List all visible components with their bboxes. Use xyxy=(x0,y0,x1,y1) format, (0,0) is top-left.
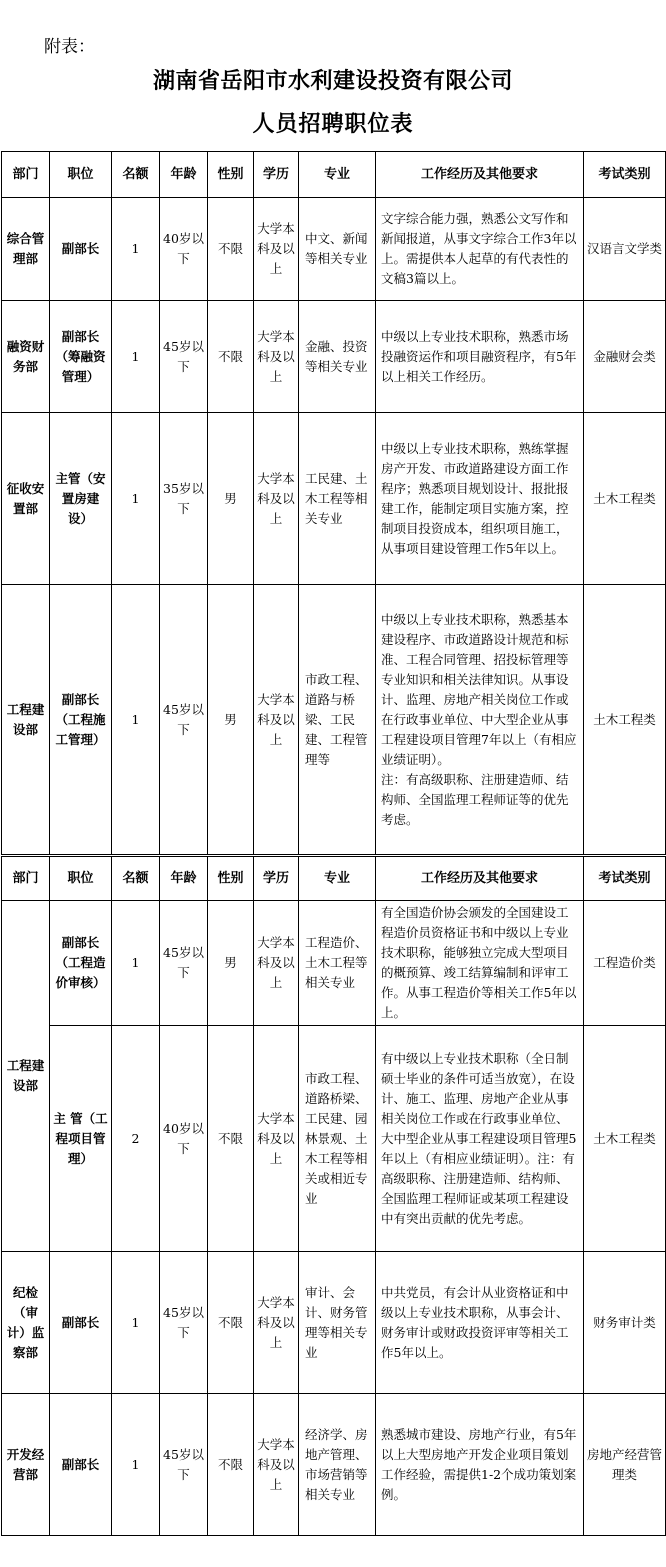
quota-cell: 2 xyxy=(112,1026,160,1252)
position-cell: 副部长（筹融资管理） xyxy=(50,301,112,413)
dept-cell: 工程建设部 xyxy=(2,585,50,855)
exam-cell: 土木工程类 xyxy=(584,1026,666,1252)
col-header-position: 职位 xyxy=(50,857,112,901)
gender-cell: 男 xyxy=(208,413,254,585)
quota-cell: 1 xyxy=(112,301,160,413)
requirements-cell: 有中级以上专业技术职称（全日制硕士毕业的条件可适当放宽），在设计、施工、监理、房地产企业从事相关岗位工作或在行政事业单位、大中型企业从事工程建设项目管理5年以上（有相应业绩证明）。注：有高级职称、注册建造师、结构师、全国监理工程师证或某项工程建设中有突出贡献的优先考虑。 xyxy=(376,1026,584,1252)
requirements-cell: 熟悉城市建设、房地产行业，有5年以上大型房地产开发企业项目策划工作经验，需提供1-2个成功策划案例。 xyxy=(376,1394,584,1536)
age-cell: 45岁以下 xyxy=(160,585,208,855)
education-cell: 大学本科及以上 xyxy=(254,1252,299,1394)
education-cell: 大学本科及以上 xyxy=(254,301,299,413)
age-cell: 35岁以下 xyxy=(160,413,208,585)
position-cell: 副部长（工程施工管理） xyxy=(50,585,112,855)
table-row xyxy=(2,413,666,585)
exam-cell: 金融财会类 xyxy=(584,301,666,413)
dept-cell: 开发经营部 xyxy=(2,1394,50,1536)
dept-cell: 征收安置部 xyxy=(2,413,50,585)
gender-cell: 不限 xyxy=(208,1252,254,1394)
exam-cell: 汉语言文学类 xyxy=(584,198,666,301)
age-cell: 40岁以下 xyxy=(160,1026,208,1252)
quota-cell: 1 xyxy=(112,901,160,1026)
exam-cell: 房地产经营管理类 xyxy=(584,1394,666,1536)
major-cell: 市政工程、道路桥梁、工民建、园林景观、土木工程等相关或相近专业 xyxy=(299,1026,376,1252)
position-cell: 副部长 xyxy=(50,1252,112,1394)
gender-cell: 不限 xyxy=(208,198,254,301)
exam-cell: 财务审计类 xyxy=(584,1252,666,1394)
table-row xyxy=(2,1026,666,1252)
exam-cell: 土木工程类 xyxy=(584,413,666,585)
education-cell: 大学本科及以上 xyxy=(254,585,299,855)
education-cell: 大学本科及以上 xyxy=(254,901,299,1026)
requirements-cell: 有全国造价协会颁发的全国建设工程造价员资格证书和中级以上专业技术职称，能够独立完成大型项目的概预算、竣工结算编制和评审工作。从事工程造价等相关工作5年以上。 xyxy=(376,901,584,1026)
col-header-position: 职位 xyxy=(50,152,112,198)
col-header-dept: 部门 xyxy=(2,152,50,198)
table-row xyxy=(2,901,666,1026)
gender-cell: 不限 xyxy=(208,301,254,413)
education-cell: 大学本科及以上 xyxy=(254,1026,299,1252)
col-header-gender: 性别 xyxy=(208,857,254,901)
quota-cell: 1 xyxy=(112,585,160,855)
table-header-row xyxy=(2,152,666,198)
age-cell: 45岁以下 xyxy=(160,1252,208,1394)
position-cell: 主 管（工程项目管理） xyxy=(50,1026,112,1252)
requirements-cell: 中级以上专业技术职称，熟悉市场投融资运作和项目融资程序，有5年以上相关工作经历。 xyxy=(376,301,584,413)
recruitment-table-part1 xyxy=(1,151,666,855)
position-cell: 副部长 xyxy=(50,1394,112,1536)
col-header-dept: 部门 xyxy=(2,857,50,901)
major-cell: 经济学、房地产管理、市场营销等相关专业 xyxy=(299,1394,376,1536)
gender-cell: 男 xyxy=(208,901,254,1026)
col-header-age: 年龄 xyxy=(160,152,208,198)
position-cell: 副部长 xyxy=(50,198,112,301)
table-header-row xyxy=(2,857,666,901)
dept-cell: 纪检（审计）监察部 xyxy=(2,1252,50,1394)
major-cell: 工程造价、土木工程等相关专业 xyxy=(299,901,376,1026)
requirements-cell: 中级以上专业技术职称，熟练掌握房产开发、市政道路建设方面工作程序；熟悉项目规划设计、报批报建工作，能制定项目实施方案，控制项目投资成本，组织项目施工，从事项目建设管理工作5年以上。 xyxy=(376,413,584,585)
col-header-education: 学历 xyxy=(254,152,299,198)
requirements-note: 注：有高级职称、注册建造师、结构师、全国监理工程师证等的优先考虑。 xyxy=(381,771,569,827)
table-row xyxy=(2,1252,666,1394)
gender-cell: 不限 xyxy=(208,1026,254,1252)
age-cell: 40岁以下 xyxy=(160,198,208,301)
col-header-exam: 考试类别 xyxy=(584,152,666,198)
dept-cell: 融资财务部 xyxy=(2,301,50,413)
education-cell: 大学本科及以上 xyxy=(254,198,299,301)
recruitment-table-part2 xyxy=(1,856,666,1536)
quota-cell: 1 xyxy=(112,1252,160,1394)
col-header-gender: 性别 xyxy=(208,152,254,198)
education-cell: 大学本科及以上 xyxy=(254,1394,299,1536)
position-cell: 副部长（工程造价审核） xyxy=(50,901,112,1026)
col-header-major: 专业 xyxy=(299,857,376,901)
col-header-age: 年龄 xyxy=(160,857,208,901)
page-subtitle: 人员招聘职位表 xyxy=(252,111,414,137)
col-header-requirements: 工作经历及其他要求 xyxy=(376,857,584,901)
col-header-education: 学历 xyxy=(254,857,299,901)
major-cell: 市政工程、道路与桥梁、工民建、工程管理等 xyxy=(299,585,376,855)
age-cell: 45岁以下 xyxy=(160,1394,208,1536)
table-row xyxy=(2,585,666,855)
exam-cell: 土木工程类 xyxy=(584,585,666,855)
page-title: 湖南省岳阳市水利建设投资有限公司 xyxy=(152,68,513,94)
major-cell: 工民建、土木工程等相关专业 xyxy=(299,413,376,585)
requirements-text: 中级以上专业技术职称，熟悉基本建设程序、市政道路设计规范和标准、工程合同管理、招投标管理等专业知识和相关法律知识。从事设计、监理、房地产相关岗位工作或在行政事业单位、中大型企业从事工程建设项目管理7年以上（有相应业绩证明）。 xyxy=(381,611,577,767)
age-cell: 45岁以下 xyxy=(160,901,208,1026)
exam-cell: 工程造价类 xyxy=(584,901,666,1026)
quota-cell: 1 xyxy=(112,1394,160,1536)
col-header-quota: 名额 xyxy=(112,152,160,198)
dept-cell: 综合管理部 xyxy=(2,198,50,301)
col-header-exam: 考试类别 xyxy=(584,857,666,901)
major-cell: 中文、新闻等相关专业 xyxy=(299,198,376,301)
gender-cell: 男 xyxy=(208,585,254,855)
education-cell: 大学本科及以上 xyxy=(254,413,299,585)
col-header-quota: 名额 xyxy=(112,857,160,901)
position-cell: 主管（安置房建设） xyxy=(50,413,112,585)
major-cell: 审计、会计、财务管理等相关专业 xyxy=(299,1252,376,1394)
dept-cell: 工程建设部 xyxy=(2,901,50,1252)
requirements-cell xyxy=(376,585,584,855)
gender-cell: 不限 xyxy=(208,1394,254,1536)
col-header-major: 专业 xyxy=(299,152,376,198)
annex-label: 附表： xyxy=(44,37,95,57)
table-row xyxy=(2,1394,666,1536)
age-cell: 45岁以下 xyxy=(160,301,208,413)
quota-cell: 1 xyxy=(112,198,160,301)
table-row xyxy=(2,301,666,413)
major-cell: 金融、投资等相关专业 xyxy=(299,301,376,413)
table-row xyxy=(2,198,666,301)
requirements-cell: 中共党员，有会计从业资格证和中级以上专业技术职称，从事会计、财务审计或财政投资评审等相关工作5年以上。 xyxy=(376,1252,584,1394)
col-header-requirements: 工作经历及其他要求 xyxy=(376,152,584,198)
quota-cell: 1 xyxy=(112,413,160,585)
requirements-cell: 文字综合能力强，熟悉公文写作和新闻报道，从事文字综合工作3年以上。需提供本人起草的有代表性的文稿3篇以上。 xyxy=(376,198,584,301)
